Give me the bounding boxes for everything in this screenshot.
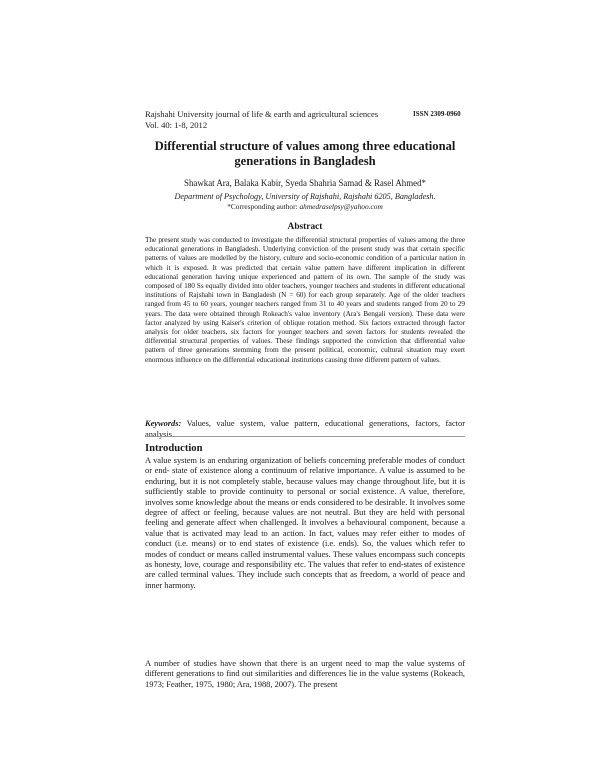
introduction-paragraph-2: A number of studies have shown that there is an urgent need to map the value systems of different generations to find out similarities and differences lie in the value systems (Rokeach, 1973; Feather, 1975, 1980; Ara, 1988, 2007). The present: [145, 658, 465, 689]
introduction-paragraph-1: A value system is an enduring organization of beliefs concerning preferable modes of conduct or end- state of existence along a continuum of relative importance. A value is assumed to be enduring, but it is not completely stable, because values may change throughout life, but it is sufficiently stable to provide continuity to personal or social existence. A value, therefore, involves some knowledge about the means or ends considered to be desirable. It involves some degree of affect or feeling, because values are not neutral. But they are held with personal feeling and generate affect when challenged. It involves a behavioural component, because a value that is activated may lead to an action. In fact, values may refer either to modes of conduct (i.e. means) or to end states of existence (i.e. ends). So, the values which refer to modes of conduct or means called instrumental values. These values encompass such concepts as honesty, love, courage and responsibility etc. The values that refer to end-states of existence are called terminal values. They include such concepts that as freedom, a world of peace and inner harmony.: [145, 455, 465, 590]
introduction-heading: Introduction: [145, 443, 203, 454]
volume-info: Vol. 40: 1-8, 2012: [145, 120, 208, 130]
affiliation: Department of Psychology, University of Rajshahi, Rajshahi 6205, Bangladesh.: [174, 192, 436, 201]
journal-name: Rajshahi University journal of life & earth and agricultural sciences: [145, 109, 379, 119]
corresponding-author: [145, 202, 465, 211]
corresponding-email: ahmedraselpsy@yahoo.com: [299, 202, 383, 211]
issn-number: ISSN 2309-0960: [413, 110, 461, 118]
keywords-text: Values, value system, value pattern, educational generations, factors, factor analysis.: [145, 419, 465, 439]
divider: [145, 436, 465, 437]
corresponding-label: *Corresponding author:: [227, 202, 300, 211]
author-list: Shawkat Ara, Balaka Kabir, Syeda Shahria Samad & Rasel Ahmed*: [184, 178, 426, 188]
abstract-text: The present study was conducted to investigate the differential structural properties of values among the three educational generations in Bangladesh. Underlying conviction of the present study was that certain specific patterns of values are modelled by the history, culture and socio-economic condition of a particular nation in which it is exposed. It was predicted that certain value pattern have different implication in different educational generation having unique experienced and pattern of its own. The sample of the study was composed of 180 Ss equally divided into older teachers, younger teachers and students in different educational institutions of Rajshahi town in Bangladesh (N = 60) for each group separately. Age of the older teachers ranged from 45 to 60 years, younger teachers ranged from 31 to 40 years and students ranged from 20 to 29 years. The data were obtained through Rokeach's value inventory (Ara's Bengali version). These data were factor analyzed by using Kaiser's criterion of oblique rotation method. Six factors extracted through factor analysis for older teachers, six factors for younger teachers and seven factors for students revealed the differential structural properties of values. These findings supported the conviction that differential value pattern of three generations stemming from the present political, economic, cultural situation may exert enormous influence on the differential educational institutions causing three different pattern of values.: [145, 235, 465, 364]
keywords-label: Keywords:: [145, 419, 182, 428]
abstract-heading: Abstract: [287, 222, 323, 232]
paper-title: Differential structure of values among three educational generations in Bangladesh: [154, 139, 456, 168]
